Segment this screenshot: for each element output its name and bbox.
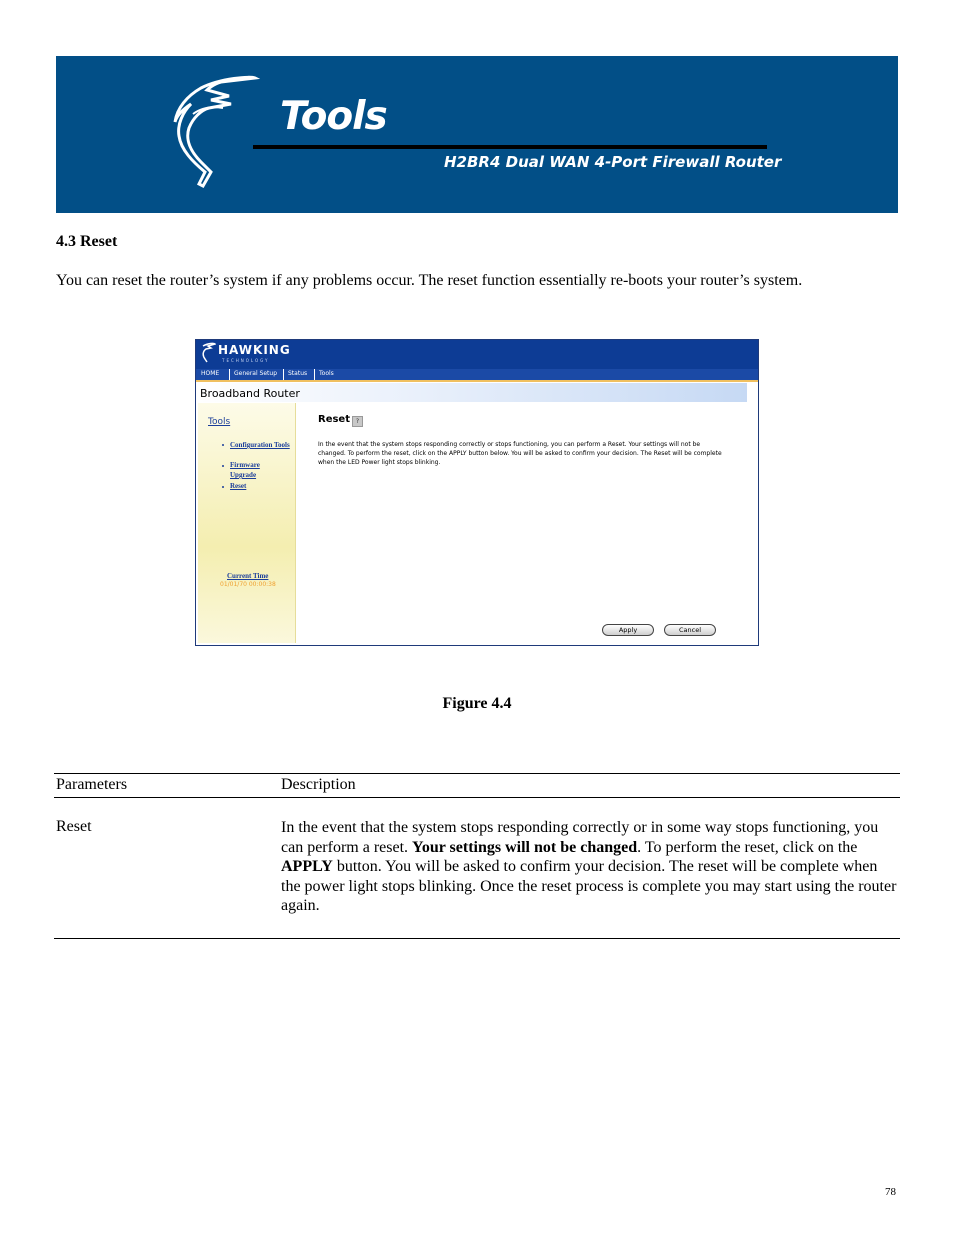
nav-status[interactable]: Status bbox=[288, 370, 308, 377]
nav-tools[interactable]: Tools bbox=[319, 370, 334, 377]
sidebar-title[interactable]: Tools bbox=[208, 417, 231, 427]
brand-subtitle: TECHNOLOGY bbox=[222, 358, 270, 363]
current-time-label[interactable]: Current Time bbox=[227, 572, 269, 580]
page-number: 78 bbox=[885, 1186, 896, 1198]
table-bottom-rule bbox=[54, 938, 900, 939]
nav-separator bbox=[283, 369, 284, 380]
desc-text: button. You will be asked to confirm your decision. The reset will be complete when the power light stops blinking. Once the reset process is complete you may start using the router again. bbox=[281, 858, 897, 915]
router-nav-bar bbox=[196, 369, 758, 382]
router-sidebar bbox=[198, 403, 296, 643]
tools-banner bbox=[56, 56, 898, 213]
nav-home[interactable]: HOME bbox=[201, 370, 220, 377]
intro-paragraph: You can reset the router’s system if any problems occur. The reset function essentially re-boots your router’s system. bbox=[56, 272, 803, 289]
router-screenshot bbox=[195, 339, 759, 646]
router-header-title: Broadband Router bbox=[200, 387, 300, 400]
table-top-rule bbox=[54, 773, 900, 774]
sidebar-item-reset[interactable]: Reset bbox=[230, 482, 247, 490]
table-header-rule bbox=[54, 797, 900, 798]
bullet-icon bbox=[222, 444, 224, 446]
desc-bold-text: Your settings will not be changed bbox=[412, 838, 638, 856]
router-top-bar bbox=[196, 340, 758, 369]
nav-separator bbox=[229, 369, 230, 380]
sidebar-item-configuration-tools[interactable]: Configuration Tools bbox=[230, 441, 290, 449]
table-header-parameters: Parameters bbox=[56, 776, 128, 793]
desc-text: In the event that the system stops responding correctly or in some way stops functioning, you can perform a reset. bbox=[281, 819, 879, 856]
section-heading: 4.3 Reset bbox=[56, 233, 118, 250]
table-row-description bbox=[281, 818, 897, 916]
bullet-icon bbox=[222, 486, 224, 488]
table-header-description: Description bbox=[281, 776, 356, 793]
content-title: Reset bbox=[318, 414, 350, 425]
nav-general-setup[interactable]: General Setup bbox=[234, 370, 278, 377]
banner-title: Tools bbox=[280, 94, 387, 139]
figure-caption: Figure 4.4 bbox=[442, 695, 512, 712]
bullet-icon bbox=[222, 465, 224, 467]
apply-button[interactable]: Apply bbox=[602, 624, 654, 636]
banner-rule bbox=[253, 145, 767, 149]
current-time-value: 01/01/70 00:00:38 bbox=[220, 581, 276, 588]
table-row-parameter: Reset bbox=[56, 818, 92, 835]
help-icon[interactable]: ? bbox=[352, 416, 363, 427]
sidebar-item-firmware[interactable]: Firmware bbox=[230, 461, 260, 469]
desc-bold-text: APPLY bbox=[281, 858, 333, 876]
hawk-brand-icon bbox=[200, 342, 216, 364]
cancel-button[interactable]: Cancel bbox=[664, 624, 716, 636]
banner-subtitle: H2BR4 Dual WAN 4-Port Firewall Router bbox=[444, 153, 782, 171]
brand-name: HAWKING bbox=[218, 343, 291, 357]
desc-text: . To perform the reset, click on the bbox=[637, 838, 858, 856]
content-description: In the event that the system stops responding correctly or stops functioning, you can perform a Reset. Your settings will not be changed. To perform the reset, click on the APPLY button below. You will be asked to confirm your decision. The Reset will be complete when the LED Power light stops blinking. bbox=[318, 441, 722, 466]
sidebar-item-upgrade[interactable]: Upgrade bbox=[230, 471, 257, 479]
hawk-logo-icon bbox=[171, 74, 261, 189]
nav-separator bbox=[314, 369, 315, 380]
